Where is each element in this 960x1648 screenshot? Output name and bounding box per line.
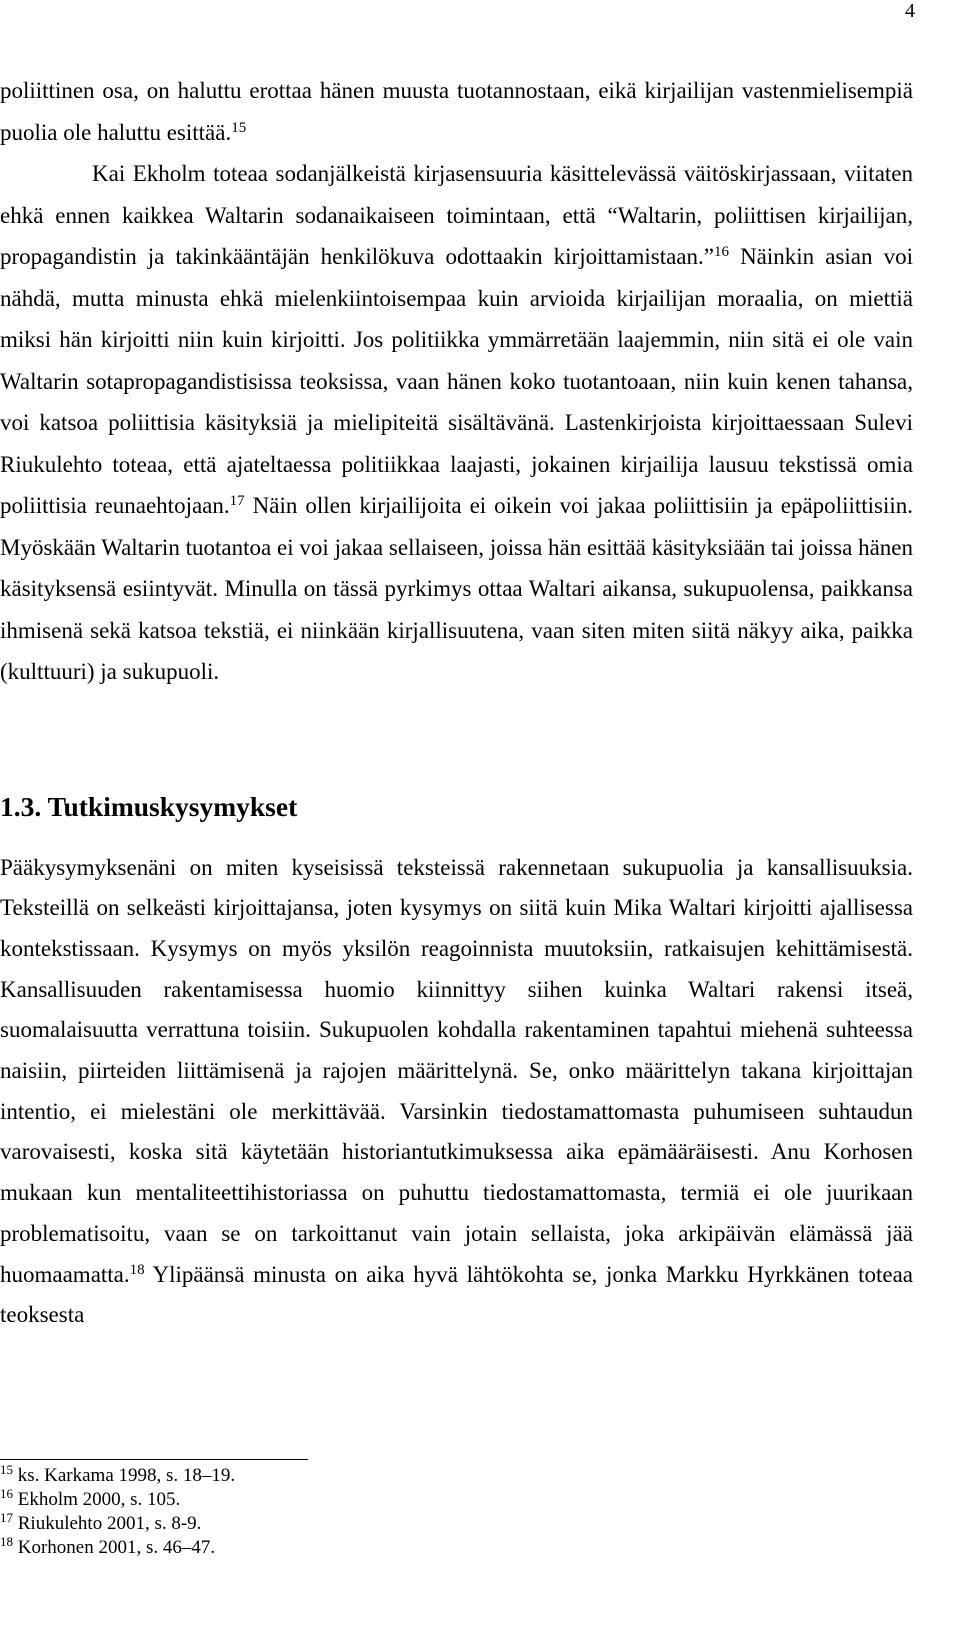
paragraph-text: Kai Ekholm toteaa sodanjälkeistä kirjasensuuria käsittelevässä väitöskirjassaan, viitaten ehkä ennen kaikkea Waltarin sodanaikaiseen toimintaan, että “Waltarin, poliittisen kirjailijan, propagandistin ja takinkääntäjän henkilökuva odottaakin kirjoittamistaan.”: [0, 161, 913, 269]
footnote-ref: 15: [231, 119, 247, 136]
footnote-number: 15: [0, 1462, 13, 1477]
section-paragraph: [0, 848, 913, 1336]
footnote-ref: 17: [229, 493, 245, 509]
footnote-ref: 18: [129, 1261, 145, 1278]
paragraph-text: poliittinen osa, on haluttu erottaa hänen muusta tuotannostaan, eikä kirjailijan vastenmielisempiä puolia ole haluttu esittää.: [0, 78, 913, 145]
paragraph-text: Pääkysymyksenäni on miten kyseisissä teksteissä rakennetaan sukupuolia ja kansallisuuksia. Teksteillä on selkeästi kirjoittajansa, joten kysymys on siitä kuin Mika Waltari kirjoitti ajallisessa kontekstissaan. Kysymys on myös yksilön reagoinnista muutoksiin, ratkaisujen kehittämisestä. Kansallisuuden rakentamisessa huomio kiinnittyy siihen kuinka Waltari rakensi itseä, suomalaisuutta verrattuna toisiin. Sukupuolen kohdalla rakentaminen tapahtui miehenä suhteessa naisiin, piirteiden liittämisenä ja rajojen määrittelynä. Se, onko määrittelyn takana kirjoittajan intentio, ei mielestäni ole merkittävää. Varsinkin tiedostamattomasta puhumiseen suhtaudun varovaisesti, koska sitä käytetään historiantutkimuksessa aika epämääräisesti. Anu Korhosen mukaan kun mentaliteettihistoriassa on puhuttu tiedostamattomasta, termiä ei ole juurikaan problematisoitu, vaan se on tarkoittanut vain jotain sellaista, joka arkipäivän elämässä jää huomaamatta.: [0, 854, 913, 1287]
section-heading: 1.3. Tutkimuskysymykset: [0, 790, 298, 822]
footnote-ref: 16: [713, 244, 729, 260]
footnote-text: Korhonen 2001, s. 46–47.: [17, 1537, 216, 1558]
footnote-item: [0, 1464, 235, 1488]
paragraph-text: Näinkin asian voi nähdä, mutta minusta ehkä mielenkiintoisempaa kuin arvioida kirjailijan moraalia, on miettiä miksi hän kirjoitti niin kuin kirjoitti. Jos politiikka ymmärretään laajemmin, niin sitä ei ole vain Waltarin sotapropagandistisissa teoksissa, vaan hänen koko tuotantoaan, niin kuin kenen tahansa, voi katsoa poliittisia käsityksiä ja mielipiteitä sisältävänä. Lastenkirjoista kirjoittaessaan Sulevi Riukulehto toteaa, että ajateltaessa politiikkaa laajasti, jokainen kirjailija lausuu tekstissä omia poliittisia reunaehtojaan.: [0, 244, 913, 518]
footnote-number: 17: [0, 1510, 13, 1525]
footnote-number: 16: [0, 1486, 13, 1501]
paragraph-text: Ylipäänsä minusta on aika hyvä lähtökohta se, jonka Markku Hyrkkänen toteaa teoksesta: [0, 1261, 913, 1328]
page-body: [0, 70, 913, 1336]
footnote-item: [0, 1488, 235, 1512]
paragraph-1: [0, 70, 913, 153]
footnote-number: 18: [0, 1534, 13, 1549]
footnote-item: [0, 1536, 235, 1560]
footnote-text: Ekholm 2000, s. 105.: [17, 1489, 181, 1510]
footnote-item: [0, 1512, 235, 1536]
footnote-divider: [0, 1459, 308, 1460]
footnote-text: Riukulehto 2001, s. 8-9.: [17, 1513, 202, 1534]
page-number: 4: [905, 0, 915, 22]
paragraph-2: [0, 153, 913, 693]
paragraph-text: Näin ollen kirjailijoita ei oikein voi jakaa poliittisiin ja epäpoliittisiin. Myöskään Waltarin tuotantoa ei voi jakaa sellaiseen, joissa hän esittää käsityksiään tai joissa hänen käsityksensä esiintyvät. Minulla on tässä pyrkimys ottaa Waltari aikansa, sukupuolensa, paikkansa ihmisenä sekä katsoa tekstiä, ei niinkään kirjallisuutena, vaan siten miten siitä näkyy aika, paikka (kulttuuri) ja sukupuoli.: [0, 493, 914, 684]
footnotes: [0, 1464, 235, 1560]
footnote-text: ks. Karkama 1998, s. 18–19.: [17, 1465, 236, 1486]
